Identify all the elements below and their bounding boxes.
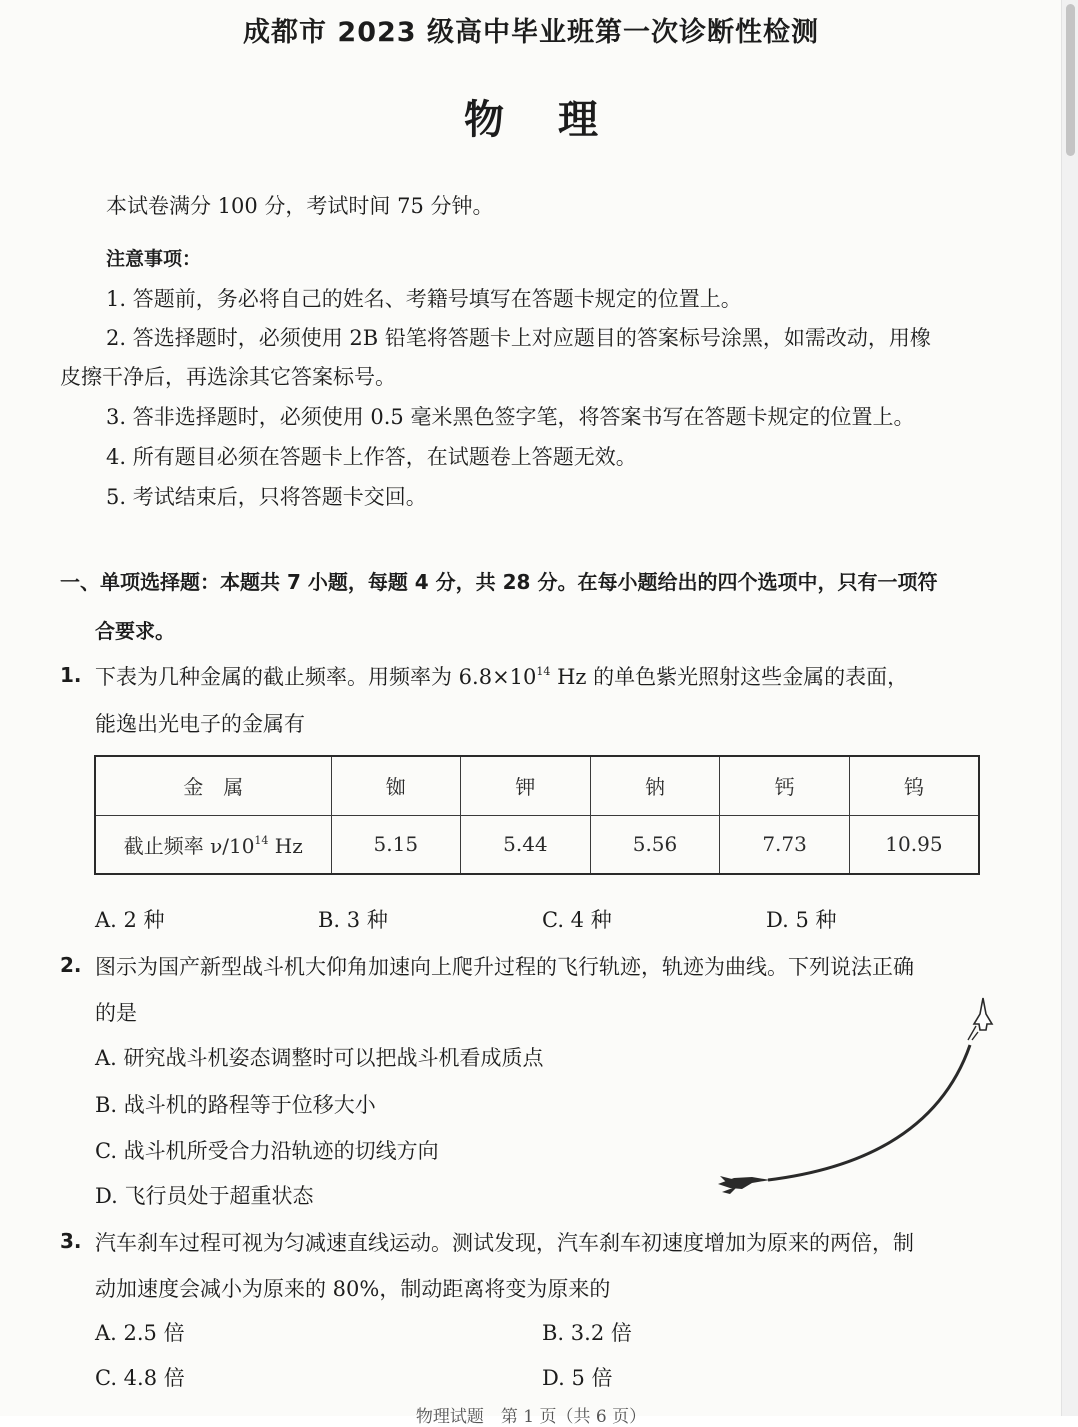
page-footer: 物理试题 第 1 页（共 6 页） (415, 1407, 647, 1427)
fighter-jet-top-icon (968, 998, 992, 1040)
table-cell: 5.56 (590, 815, 720, 874)
q1-option-c: C. 4 种 (542, 908, 612, 932)
table-header-cell: 钨 (849, 756, 979, 815)
q2-option-a: A. 研究战斗机姿态调整时可以把战斗机看成质点 (95, 1046, 544, 1070)
q3-number: 3. (60, 1229, 82, 1253)
vertical-scrollbar[interactable] (1061, 0, 1078, 1416)
trajectory-curve (768, 1045, 970, 1180)
table-cell: 5.44 (461, 815, 591, 874)
q1-option-b: B. 3 种 (318, 908, 388, 932)
note-item-1: 1. 答题前，务必将自己的姓名、考籍号填写在答题卡规定的位置上。 (106, 287, 742, 311)
q2-option-b: B. 战斗机的路程等于位移大小 (95, 1093, 376, 1117)
q2-option-c: C. 战斗机所受合力沿轨迹的切线方向 (95, 1139, 439, 1163)
q1-stem-line2: 能逸出光电子的金属有 (95, 712, 305, 736)
table-header-cell: 钠 (590, 756, 720, 815)
intro-text: 本试卷满分 100 分，考试时间 75 分钟。 (106, 194, 494, 218)
scrollbar-thumb[interactable] (1066, 4, 1075, 156)
note-item-2-line2: 皮擦干净后，再选涂其它答案标号。 (60, 365, 396, 389)
note-item-5: 5. 考试结束后，只将答题卡交回。 (106, 485, 427, 509)
note-item-2-line1: 2. 答选择题时，必须使用 2B 铅笔将答题卡上对应题目的答案标号涂黑，如需改动，用橡 (106, 326, 931, 350)
table-header-cell: 钾 (461, 756, 591, 815)
q3-option-d: D. 5 倍 (542, 1366, 613, 1390)
note-item-4: 4. 所有题目必须在答题卡上作答，在试题卷上答题无效。 (106, 445, 637, 469)
q1-stem-part2: Hz 的单色紫光照射这些金属的表面， (550, 665, 909, 689)
row-label-unit: Hz (268, 833, 303, 858)
q2-stem-line2: 的是 (95, 1001, 137, 1025)
notes-title: 注意事项： (106, 248, 202, 270)
table-cell: 7.73 (720, 815, 850, 874)
q2-number: 2. (60, 953, 82, 977)
q1-stem-line1 (95, 661, 908, 691)
q1-option-a: A. 2 种 (95, 908, 165, 932)
table-header-label: 金 属 (95, 756, 331, 815)
note-item-3: 3. 答非选择题时，必须使用 0.5 毫米黑色签字笔，将答案书写在答题卡规定的位置上。 (106, 405, 915, 429)
section-1-heading: 一、单项选择题：本题共 7 小题，每题 4 分，共 28 分。在每小题给出的四个选项中，只有一项符 (60, 570, 938, 594)
q3-stem-line1: 汽车刹车过程可视为匀减速直线运动。测试发现，汽车刹车初速度增加为原来的两倍，制 (95, 1231, 914, 1255)
q3-option-b: B. 3.2 倍 (542, 1321, 632, 1345)
table-cell: 5.15 (331, 815, 461, 874)
row-label-text: 截止频率 ν/10 (123, 833, 255, 858)
table-row (95, 815, 979, 874)
q1-number: 1. (60, 663, 82, 687)
exam-title: 成都市 2023 级高中毕业班第一次诊断性检测 (243, 17, 819, 48)
q1-option-d: D. 5 种 (766, 908, 837, 932)
q2-stem-line1: 图示为国产新型战斗机大仰角加速向上爬升过程的飞行轨迹，轨迹为曲线。下列说法正确 (95, 955, 914, 979)
table-header-row (95, 756, 979, 815)
subject-title: 物理 (464, 97, 652, 143)
q2-option-d: D. 飞行员处于超重状态 (95, 1184, 314, 1208)
q3-stem-line2: 动加速度会减小为原来的 80%，制动距离将变为原来的 (95, 1277, 611, 1301)
q1-stem-part1: 下表为几种金属的截止频率。用频率为 6.8×10 (95, 665, 537, 689)
q3-option-c: C. 4.8 倍 (95, 1366, 185, 1390)
q1-stem-exponent: 14 (536, 665, 551, 678)
flight-trajectory-diagram (700, 990, 1010, 1210)
cutoff-frequency-table (94, 755, 980, 875)
table-row-label (95, 815, 331, 874)
row-label-exponent: 14 (254, 833, 269, 847)
table-cell: 10.95 (849, 815, 979, 874)
fighter-jet-bottom-icon (718, 1176, 770, 1194)
table-header-cell: 铷 (331, 756, 461, 815)
q3-option-a: A. 2.5 倍 (95, 1321, 185, 1345)
section-1-heading-cont: 合要求。 (95, 619, 175, 643)
table-header-cell: 钙 (720, 756, 850, 815)
